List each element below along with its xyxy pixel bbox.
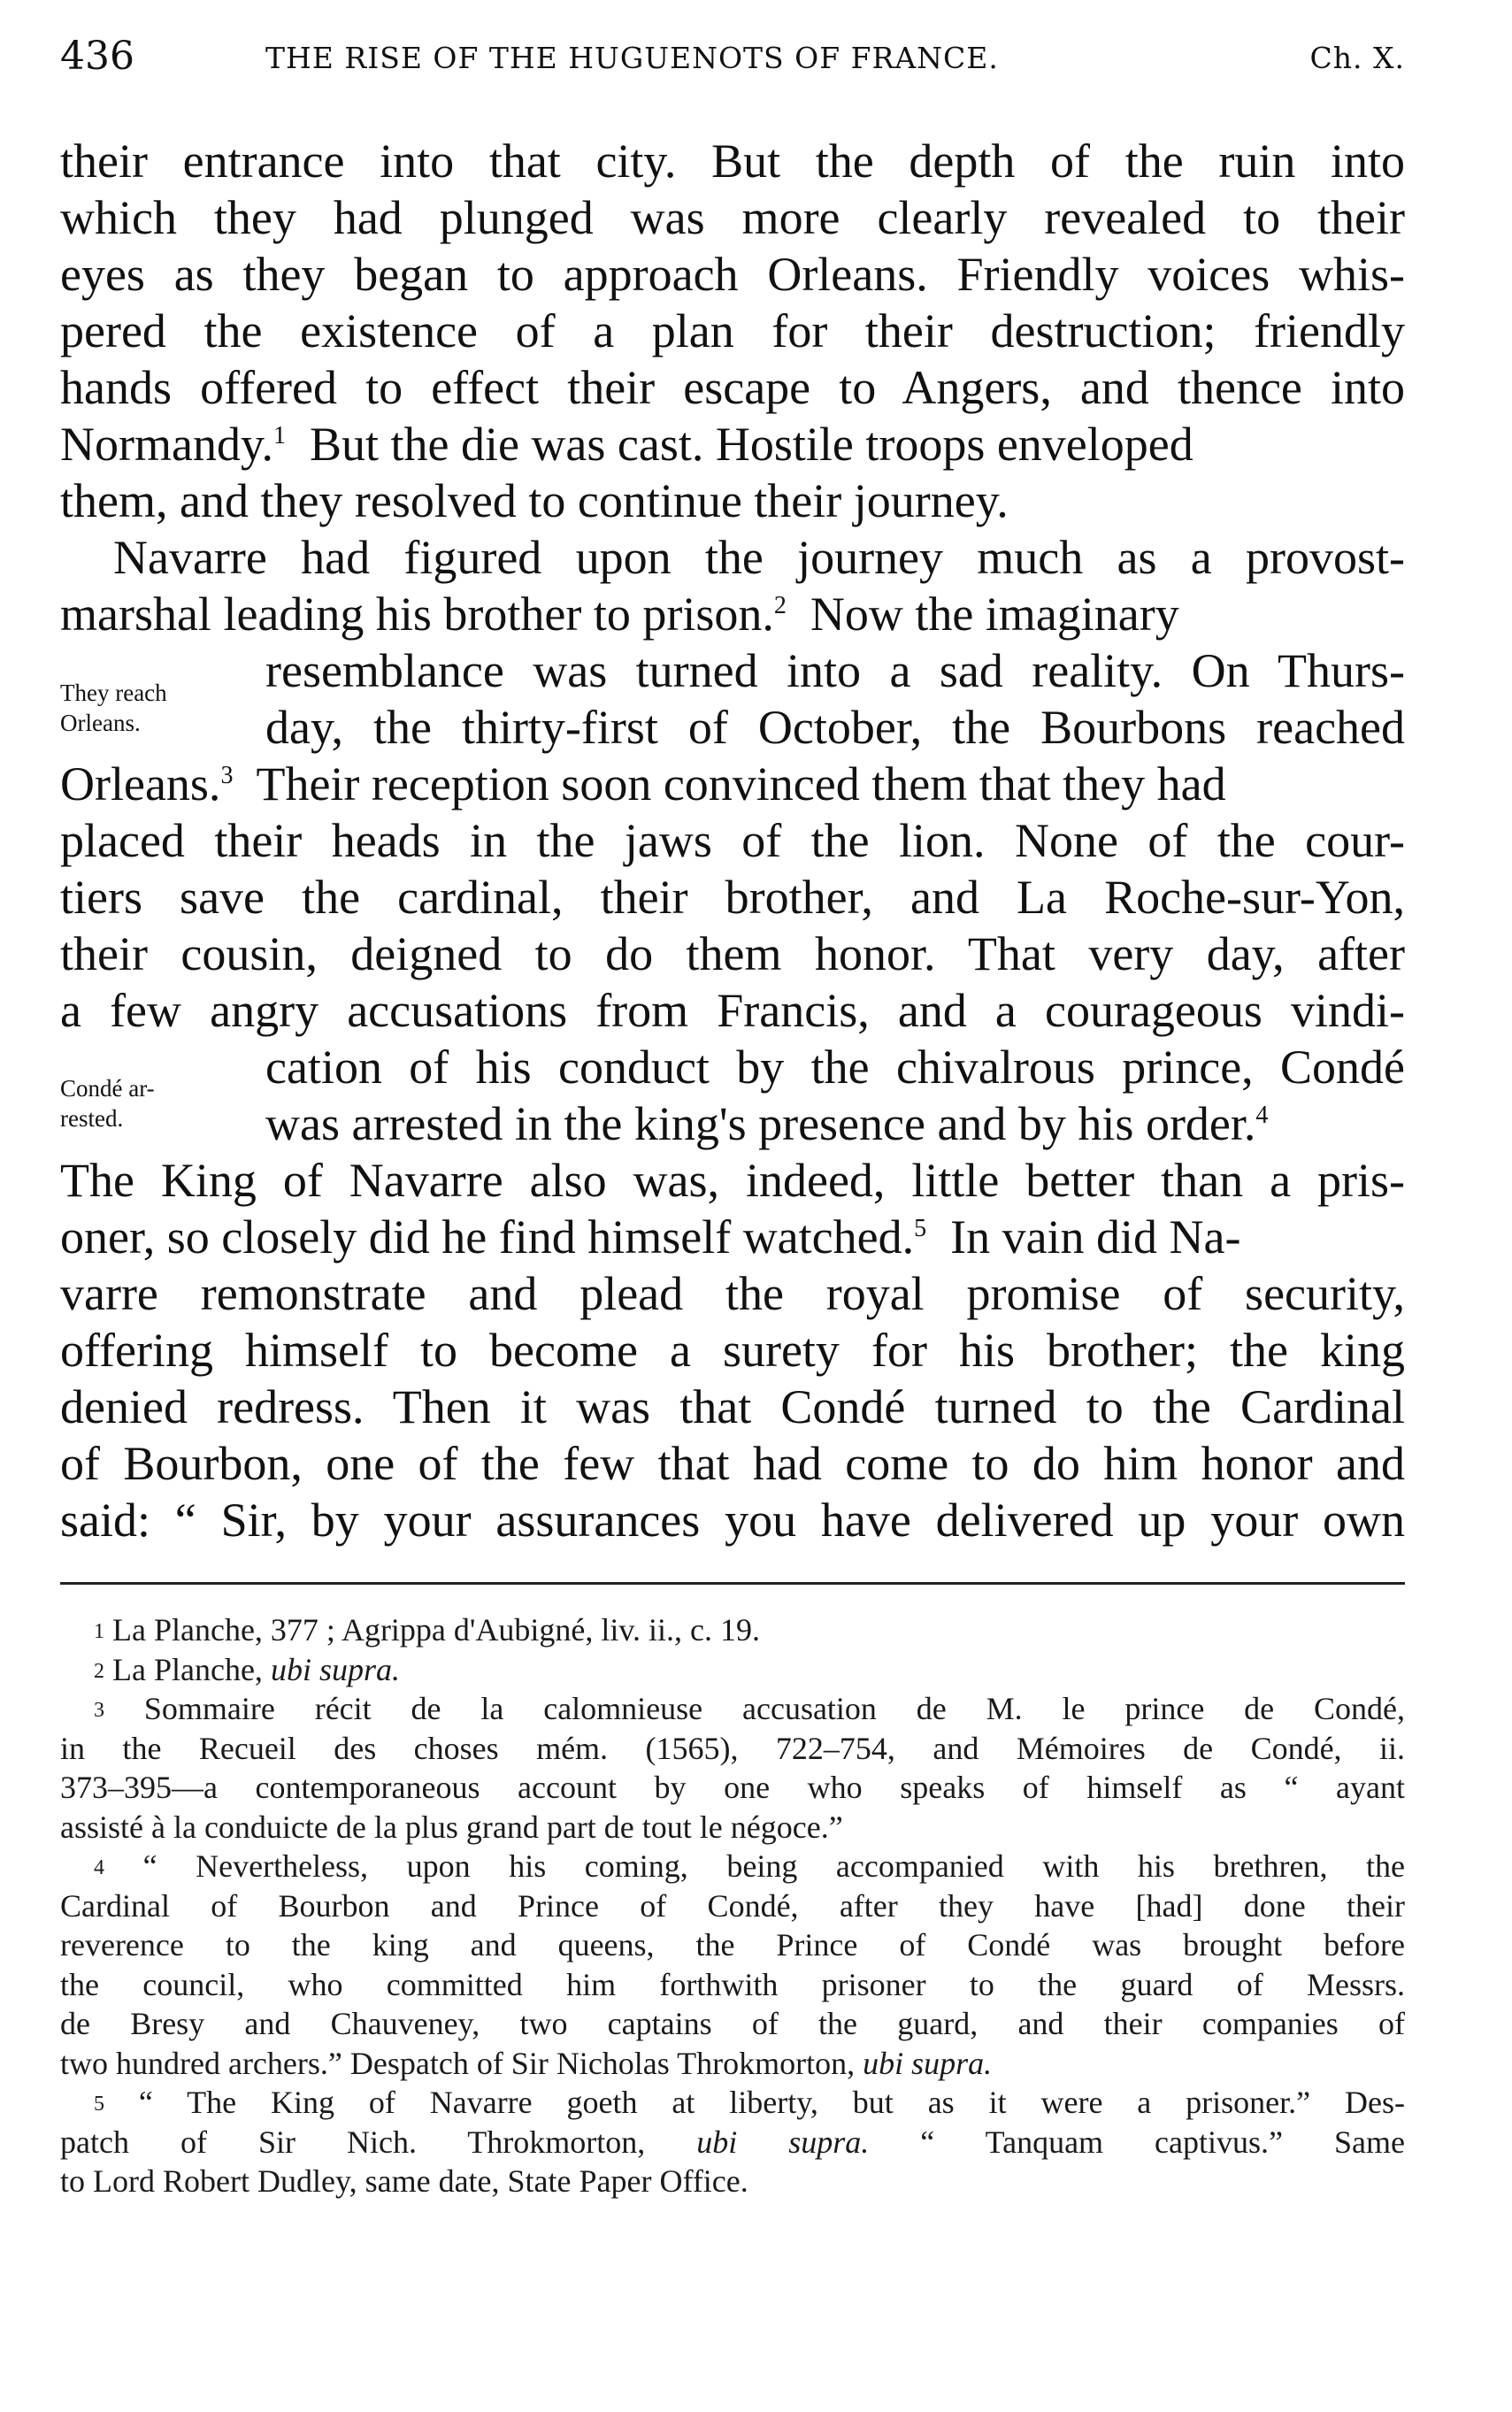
text-fragment: marshal leading his brother to prison. [60, 588, 774, 641]
footnote-text: “ Tanquam captivus.” Same [920, 2124, 1405, 2160]
footnote-divider [60, 1582, 1405, 1585]
footnote-text: “ Nevertheless, upon his coming, being accompanied with his brethren, the [142, 1848, 1405, 1884]
text-fragment: Now the imaginary [810, 588, 1179, 641]
text-line: day, the thirty-first of October, the Bourbons reached [265, 701, 1405, 754]
text-line: which they had plunged was more clearly revealed to their [60, 191, 1405, 244]
margin-note-line: rested. [60, 1105, 124, 1132]
text-fragment: In vain did Na- [950, 1210, 1241, 1264]
margin-note-line: They reach [60, 680, 167, 706]
footnote-ref: 5 [914, 1215, 927, 1242]
footnote-line: the council, who committed him forthwith prisoner to the guard of Messrs. [60, 1966, 1405, 2002]
footnote-italic: ubi supra. [696, 2124, 870, 2160]
text-line [60, 1209, 1405, 1265]
page-header [60, 34, 1405, 87]
text-line: Navarre had figured upon the journey much as a provost- [113, 531, 1405, 584]
footnote-line: 373–395—a contemporaneous account by one who speaks of himself as “ ayant [60, 1770, 1405, 1805]
text-line: offering himself to become a surety for his brother; the king [60, 1324, 1405, 1377]
main-text [60, 133, 1405, 1548]
footnote-italic: ubi supra. [863, 2045, 993, 2081]
footnote-text: two hundred archers.” Despatch of Sir Nicholas Throkmorton, [60, 2045, 856, 2081]
footnote-mark: 4 [94, 1856, 104, 1879]
margin-note [60, 678, 255, 738]
text-line: a few angry accusations from Francis, and a courageous vindi- [60, 984, 1405, 1037]
footnote-line: assisté à la conduicte de la plus grand part de tout le négoce.” [60, 1809, 843, 1845]
footnote-line: reverence to the king and queens, the Prince of Condé was brought before [60, 1927, 1405, 1963]
footnote-text: “ The King of Navarre goeth at liberty, but as it were a prisoner.” Des- [138, 2085, 1405, 2120]
footnote-line: de Bresy and Chauveney, two captains of the guard, and their companies of [60, 2006, 1405, 2041]
footnote [60, 1689, 1405, 1729]
margin-note [60, 1073, 255, 1133]
text-fragment: was arrested in the king's presence and by his order. [265, 1097, 1256, 1150]
running-title: THE RISE OF THE HUGUENOTS OF FRANCE. [265, 41, 999, 75]
footnote [60, 1847, 1405, 1886]
text-line: their entrance into that city. But the depth of the ruin into [60, 134, 1405, 188]
footnote-ref: 3 [220, 762, 234, 789]
footnote-mark: 2 [94, 1659, 104, 1683]
text-line: of Bourbon, one of the few that had come to do him honor and [60, 1437, 1405, 1490]
footnote [60, 2083, 1405, 2123]
margin-note-line: Orleans. [60, 710, 141, 736]
text-line: denied redress. Then it was that Condé turned to the Cardinal [60, 1380, 1405, 1433]
footnote-ref: 4 [1255, 1102, 1269, 1129]
footnote-line: Cardinal of Bourbon and Prince of Condé, after they have [had] done their [60, 1887, 1405, 1924]
text-line [265, 1095, 1405, 1152]
text-line: varre remonstrate and plead the royal promise of security, [60, 1267, 1405, 1320]
footnote-ref: 2 [773, 592, 787, 619]
footnote-mark: 3 [94, 1699, 104, 1722]
text-line: pered the existence of a plan for their destruction; friendly [60, 304, 1405, 357]
footnote-text: La Planche, [112, 1651, 263, 1687]
footnote-text: patch of Sir Nich. Throkmorton, [60, 2124, 646, 2160]
text-line: cation of his conduct by the chivalrous prince, Condé [265, 1041, 1405, 1094]
footnote-italic: ubi supra. [270, 1651, 400, 1687]
text-line: The King of Navarre also was, indeed, little better than a pris- [60, 1154, 1405, 1207]
text-line: them, and they resolved to continue their journey. [60, 474, 1009, 527]
text-line: placed their heads in the jaws of the lion. None of the cour- [60, 814, 1405, 867]
text-line: their cousin, deigned to do them honor. That very day, after [60, 927, 1405, 980]
footnote-line [60, 2123, 1405, 2162]
footnote-ref: 1 [272, 422, 286, 449]
text-line: hands offered to effect their escape to Angers, and thence into [60, 361, 1405, 414]
text-fragment: Their reception soon convinced them that they had [256, 757, 1226, 810]
text-fragment: But the die was cast. Hostile troops enveloped [309, 418, 1193, 471]
text-line [60, 756, 1405, 812]
footnotes [60, 1610, 1405, 2201]
footnote-line: in the Recueil des choses mém. (1565), 722–754, and Mémoires de Condé, ii. [60, 1730, 1405, 1766]
text-line: tiers save the cardinal, their brother, and La Roche-sur-Yon, [60, 871, 1405, 924]
footnote-text: Sommaire récit de la calomnieuse accusation de M. le prince de Condé, [143, 1691, 1405, 1726]
footnote-mark: 1 [94, 1620, 104, 1643]
text-line [60, 586, 1405, 642]
text-line: eyes as they began to approach Orleans. Friendly voices whis- [60, 248, 1405, 301]
footnote-line [60, 2044, 1405, 2084]
margin-note-line: Condé ar- [60, 1075, 155, 1102]
footnote-text: La Planche, 377 ; Agrippa d'Aubigné, liv. ii., c. 19. [112, 1612, 761, 1648]
chapter-reference: Ch. X. [1309, 41, 1405, 75]
text-fragment: Normandy. [60, 418, 273, 471]
text-line [60, 416, 1405, 472]
text-line: said: “ Sir, by your assurances you have delivered up your own [60, 1494, 1405, 1547]
footnote [60, 1610, 1405, 1650]
text-line: resemblance was turned into a sad reality. On Thurs- [265, 644, 1405, 697]
footnote-line: to Lord Robert Dudley, same date, State Paper Office. [60, 2163, 748, 2199]
footnote-mark: 5 [94, 2093, 104, 2116]
page-number: 436 [60, 34, 134, 79]
text-fragment: Orleans. [60, 757, 221, 810]
text-fragment: oner, so closely did he find himself watched. [60, 1210, 915, 1264]
footnote [60, 1650, 1405, 1690]
